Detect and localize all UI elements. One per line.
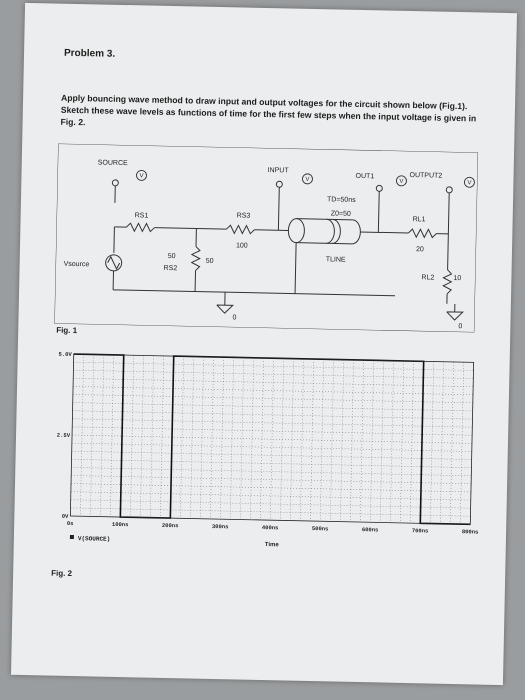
rl1-resistor [408, 229, 436, 238]
problem-title: Problem 3. [63, 47, 116, 60]
probe-source-label: SOURCE [97, 159, 128, 168]
tline-left-end [288, 218, 304, 242]
legend-marker [70, 535, 74, 539]
rl2-resistor [443, 270, 452, 294]
x-tick-label: 500ns [311, 525, 329, 533]
tline-name: TLINE [325, 256, 346, 264]
rs3-name: RS3 [236, 212, 251, 220]
fig2-label: Fig. 2 [51, 568, 73, 579]
rs2-name: RS2 [163, 264, 178, 273]
probe-icon-source: V [139, 173, 144, 180]
probe-out1-label: OUT1 [355, 172, 375, 181]
x-axis-title: Time [264, 542, 279, 549]
rs1-resistor [126, 223, 154, 232]
x-tick-label: 300ns [211, 522, 229, 531]
x-tick-label: 700ns [411, 527, 429, 535]
tline-z0: Z0=50 [330, 210, 351, 218]
x-tick-label: 400ns [261, 523, 279, 532]
legend-label: V(SOURCE) [77, 535, 111, 543]
rl1-name: RL1 [412, 216, 426, 224]
rl2-name: RL2 [421, 274, 435, 282]
probe-icon-input: V [305, 176, 310, 183]
rs2-value: 50 [205, 257, 214, 265]
rs3-value: 100 [235, 242, 248, 250]
rl1-value: 20 [415, 246, 424, 254]
x-tick-label: 100ns [111, 520, 129, 529]
y-tick-label: 0V [61, 512, 69, 520]
waveform-chart [50, 344, 484, 558]
rs2-resistor [192, 246, 201, 270]
circuit-schematic [54, 144, 478, 336]
ground-label-left: 0 [232, 314, 237, 322]
y-tick-label: 2.5V [56, 431, 71, 439]
vsource-name: Vsource [63, 260, 90, 269]
problem-statement: Apply bouncing wave method to draw input and output voltages for the circuit shown below (Fig.1). Sketch these wave levels as functions of time for the first few steps when the input voltage is given in Fig. 2. [60, 92, 477, 128]
probe-icon-output2: V [467, 180, 472, 187]
x-tick-label: 800ns [461, 528, 479, 536]
x-tick-label: 600ns [361, 526, 379, 534]
rl2-value: 10 [453, 274, 462, 283]
x-tick-label: 0s [66, 519, 74, 528]
rs1-name: RS1 [134, 212, 149, 220]
paper-sheet [11, 3, 517, 685]
ground-label-right: 0 [458, 323, 463, 331]
probe-output2-label: OUTPUT2 [409, 172, 443, 180]
probe-icon-out1: V [399, 178, 404, 185]
fig1-label: Fig. 1 [56, 325, 78, 336]
tline-td: TD=50ns [326, 196, 356, 204]
probe-input-label: INPUT [267, 167, 289, 175]
y-tick-label: 5.0V [58, 350, 72, 358]
rs3-resistor [226, 225, 254, 234]
rs1-value: 50 [167, 252, 176, 261]
x-tick-label: 200ns [161, 521, 179, 530]
